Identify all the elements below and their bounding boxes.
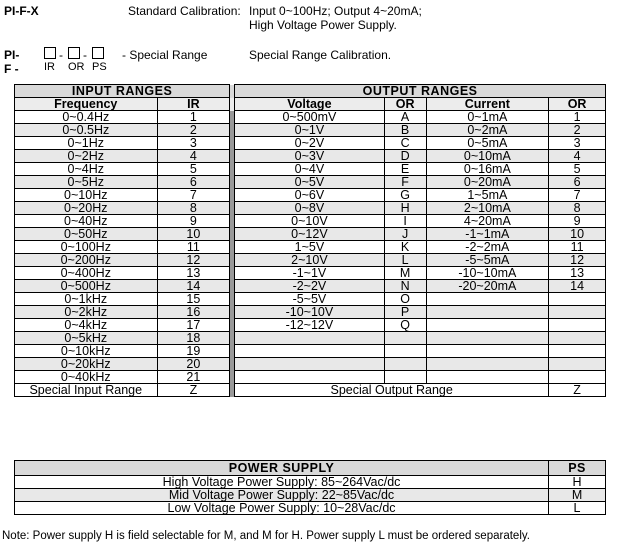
voltage-cell: 0~500mV [235,111,384,124]
ir-cell: 20 [157,358,230,371]
current-cell: -20~20mA [426,280,549,293]
voltage-cell: -10~10V [235,306,384,319]
power-supply-code: H [549,476,606,489]
current-or-cell: 2 [549,124,606,137]
special-output-range: Special Output Range [235,384,549,397]
voltage-or-cell: D [384,150,426,163]
voltage-or-cell: P [384,306,426,319]
ir-cell: 14 [157,280,230,293]
table-row [15,476,606,489]
frequency-cell: 0~2Hz [15,150,158,163]
ir-cell: 11 [157,241,230,254]
ir-cell: 10 [157,228,230,241]
ir-cell: 18 [157,332,230,345]
ir-cell: 7 [157,189,230,202]
ir-cell: 12 [157,254,230,267]
current-cell [426,358,549,371]
current-cell: 4~20mA [426,215,549,228]
current-or-cell [549,358,606,371]
special-range-row [15,384,606,397]
ir-cell: 15 [157,293,230,306]
voltage-or-cell: K [384,241,426,254]
current-cell: 0~5mA [426,137,549,150]
voltage-cell: -12~12V [235,319,384,332]
current-cell: -2~2mA [426,241,549,254]
frequency-cell: 0~50Hz [15,228,158,241]
standard-description-line-1: Input 0~100Hz; Output 4~20mA; [249,4,422,18]
voltage-cell [235,345,384,358]
current-or-cell: 3 [549,137,606,150]
voltage-cell [235,358,384,371]
frequency-cell: 0~0.5Hz [15,124,158,137]
output-ranges-header: OUTPUT RANGES [235,85,606,98]
current-or-cell [549,306,606,319]
current-cell: 0~10mA [426,150,549,163]
table-row [15,254,606,267]
frequency-cell: 0~4Hz [15,163,158,176]
special-input-range: Special Input Range [15,384,158,397]
voltage-cell: 0~2V [235,137,384,150]
dash: - [83,48,87,62]
power-supply-code: L [549,502,606,515]
standard-calibration-description [249,4,589,32]
current-or-cell: 4 [549,150,606,163]
current-or-cell [549,332,606,345]
ps-code-box [92,47,104,59]
voltage-or-cell: H [384,202,426,215]
special-model-prefix: PI-F - [4,48,20,76]
ps-header: PS [549,461,606,476]
footnote: Note: Power supply H is field selectable for M, and M for H. Power supply L must be ordered separately. [2,530,530,542]
table-row [15,163,606,176]
table-row [15,150,606,163]
voltage-cell: -5~5V [235,293,384,306]
voltage-cell [235,332,384,345]
current-or-cell: 8 [549,202,606,215]
current-cell [426,306,549,319]
current-or-cell [549,293,606,306]
current-cell: 2~10mA [426,202,549,215]
current-or-cell: 11 [549,241,606,254]
voltage-or-cell: M [384,267,426,280]
ir-code-box [44,47,56,59]
voltage-or-header: OR [384,98,426,111]
voltage-cell: 2~10V [235,254,384,267]
frequency-cell: 0~10kHz [15,345,158,358]
power-supply-header: POWER SUPPLY [15,461,549,476]
voltage-or-cell: E [384,163,426,176]
ir-cell: 21 [157,371,230,384]
table-row [15,332,606,345]
frequency-cell: 0~2kHz [15,306,158,319]
voltage-or-cell [384,345,426,358]
voltage-cell: 0~4V [235,163,384,176]
standard-calibration-label: Standard Calibration: [128,4,241,18]
voltage-cell [235,371,384,384]
current-or-cell: 5 [549,163,606,176]
ir-cell: 6 [157,176,230,189]
frequency-cell: 0~400Hz [15,267,158,280]
frequency-cell: 0~0.4Hz [15,111,158,124]
table-row [15,215,606,228]
frequency-cell: 0~20Hz [15,202,158,215]
current-or-cell: 13 [549,267,606,280]
table-row [15,241,606,254]
ps-box-label: PS [92,61,107,73]
table-row [15,202,606,215]
ir-cell: 5 [157,163,230,176]
model-code: PI-F-X [4,4,39,18]
current-cell [426,319,549,332]
frequency-cell: 0~5Hz [15,176,158,189]
or-code-box [68,47,80,59]
ir-box-label: IR [44,61,55,73]
special-input-code: Z [157,384,230,397]
voltage-cell: 0~3V [235,150,384,163]
current-cell [426,345,549,358]
ir-cell: 16 [157,306,230,319]
current-cell: -5~5mA [426,254,549,267]
current-cell [426,332,549,345]
voltage-cell: 0~12V [235,228,384,241]
frequency-cell: 0~200Hz [15,254,158,267]
ranges-table [14,84,606,397]
voltage-cell: 0~8V [235,202,384,215]
voltage-cell: 0~6V [235,189,384,202]
current-cell: -1~1mA [426,228,549,241]
ir-cell: 9 [157,215,230,228]
ir-cell: 8 [157,202,230,215]
ranges-body [15,111,606,384]
power-supply-description: Low Voltage Power Supply: 10~28Vac/dc [15,502,549,515]
voltage-or-cell: F [384,176,426,189]
ir-cell: 17 [157,319,230,332]
voltage-or-cell: J [384,228,426,241]
table-row [15,280,606,293]
voltage-or-cell [384,332,426,345]
voltage-cell: 1~5V [235,241,384,254]
special-output-code: Z [549,384,606,397]
voltage-or-cell: G [384,189,426,202]
input-ranges-header: INPUT RANGES [15,85,230,98]
current-or-cell: 14 [549,280,606,293]
current-or-cell: 7 [549,189,606,202]
voltage-or-cell: A [384,111,426,124]
power-supply-table [14,460,606,515]
voltage-or-cell: N [384,280,426,293]
voltage-cell: -1~1V [235,267,384,280]
frequency-cell: 0~40Hz [15,215,158,228]
ir-cell: 3 [157,137,230,150]
frequency-cell: 0~5kHz [15,332,158,345]
frequency-cell: 0~40kHz [15,371,158,384]
current-or-cell [549,345,606,358]
current-cell: 0~2mA [426,124,549,137]
frequency-cell: 0~1Hz [15,137,158,150]
or-box-label: OR [68,61,85,73]
current-cell: -10~10mA [426,267,549,280]
ir-cell: 2 [157,124,230,137]
current-or-cell: 12 [549,254,606,267]
current-or-cell [549,371,606,384]
frequency-cell: 0~100Hz [15,241,158,254]
voltage-or-cell: C [384,137,426,150]
ir-cell: 19 [157,345,230,358]
table-row [15,124,606,137]
ir-header: IR [157,98,230,111]
voltage-or-cell: O [384,293,426,306]
current-cell: 0~20mA [426,176,549,189]
power-supply-description: Mid Voltage Power Supply: 22~85Vac/dc [15,489,549,502]
voltage-or-cell: B [384,124,426,137]
power-supply-body [15,476,606,515]
power-supply-code: M [549,489,606,502]
current-cell [426,371,549,384]
table-row [15,111,606,124]
current-header: Current [426,98,549,111]
current-or-cell: 9 [549,215,606,228]
power-supply-description: High Voltage Power Supply: 85~264Vac/dc [15,476,549,489]
table-row [15,371,606,384]
voltage-header: Voltage [235,98,384,111]
special-range-label: - Special Range [122,48,208,62]
frequency-cell: 0~4kHz [15,319,158,332]
table-row [15,345,606,358]
voltage-or-cell: I [384,215,426,228]
voltage-or-cell: L [384,254,426,267]
frequency-cell: 0~1kHz [15,293,158,306]
current-or-cell: 10 [549,228,606,241]
frequency-cell: 0~10Hz [15,189,158,202]
voltage-cell: 0~1V [235,124,384,137]
current-or-cell [549,319,606,332]
current-or-cell: 1 [549,111,606,124]
current-cell: 1~5mA [426,189,549,202]
table-row [15,502,606,515]
table-row [15,306,606,319]
standard-description-line-2: High Voltage Power Supply. [249,18,397,32]
table-row [15,293,606,306]
voltage-cell: 0~10V [235,215,384,228]
voltage-cell: -2~2V [235,280,384,293]
current-cell [426,293,549,306]
table-row [15,489,606,502]
table-row [15,137,606,150]
current-or-header: OR [549,98,606,111]
current-cell: 0~16mA [426,163,549,176]
current-cell: 0~1mA [426,111,549,124]
table-row [15,358,606,371]
ir-cell: 13 [157,267,230,280]
frequency-cell: 0~20kHz [15,358,158,371]
ir-cell: 4 [157,150,230,163]
voltage-or-cell [384,371,426,384]
ir-cell: 1 [157,111,230,124]
dash: - [59,48,63,62]
current-or-cell: 6 [549,176,606,189]
table-row [15,319,606,332]
special-range-description: Special Range Calibration. [249,48,392,62]
table-row [15,267,606,280]
voltage-or-cell: Q [384,319,426,332]
voltage-or-cell [384,358,426,371]
frequency-header: Frequency [15,98,158,111]
frequency-cell: 0~500Hz [15,280,158,293]
voltage-cell: 0~5V [235,176,384,189]
table-row [15,228,606,241]
table-row [15,189,606,202]
table-row [15,176,606,189]
